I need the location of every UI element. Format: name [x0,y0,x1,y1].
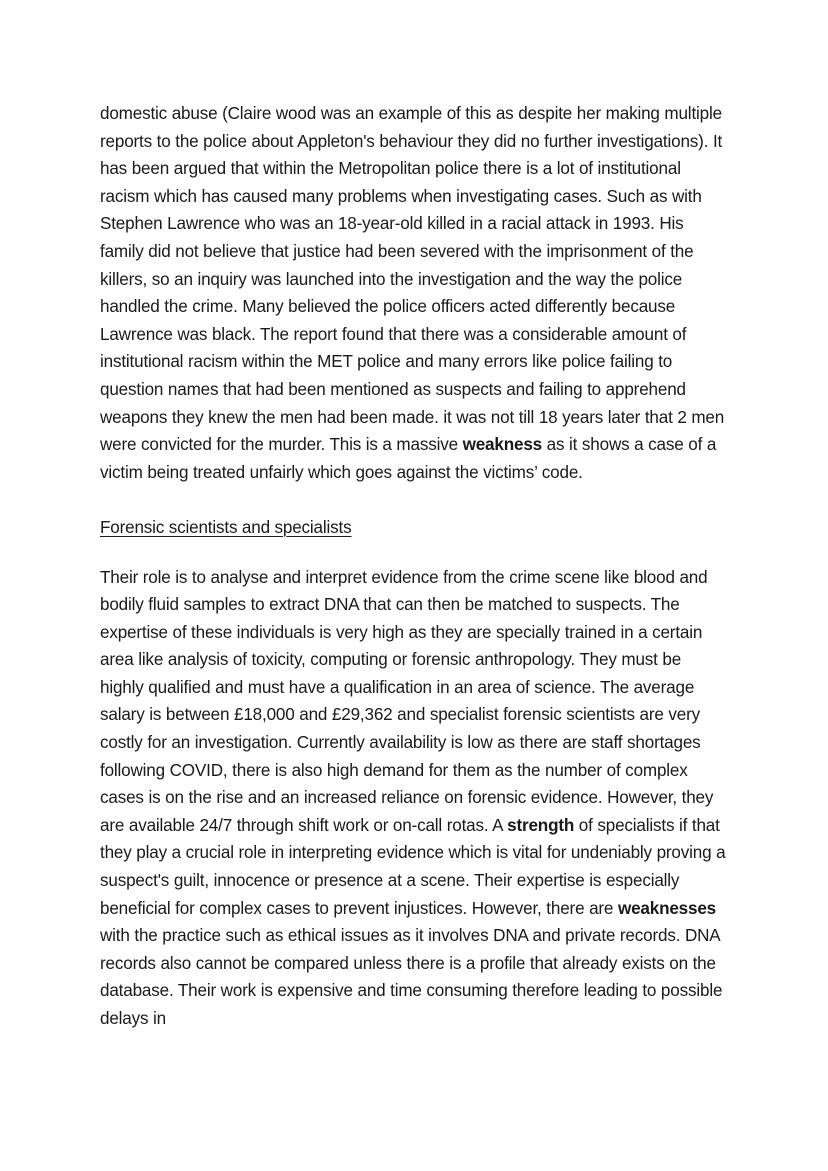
paragraph-2-text-part-1: Their role is to analyse and interpret evidence from the crime scene like blood and bodily fluid samples to extract DNA that can then be matched to suspects. The expertise of these individuals is very high as they are specially trained in a certain area like analysis of toxicity, computing or forensic anthropology. They must be highly qualified and must have a qualification in an area of science. The average salary is between £18,000 and £29,362 and specialist forensic scientists are very costly for an investigation. Currently availability is low as there are staff shortages following COVID, there is also high demand for them as the number of complex cases is on the rise and an increased reliance on forensic evidence. However, they are available 24/7 through shift work or on-call rotas. A [100,567,714,835]
section-heading-text: Forensic scientists and specialists [100,517,352,537]
paragraph-2-bold-weaknesses: weaknesses [617,898,717,918]
paragraph-1-bold-weakness: weakness [462,435,543,455]
body-paragraph-2 [100,564,728,1033]
body-paragraph-1 [100,100,728,486]
section-heading-forensic-scientists [100,514,728,542]
paragraph-spacer-1 [100,486,728,514]
paragraph-2-text-part-2: of specialists if that they play a crucial role in interpreting evidence which is vital for undeniably proving a suspect's guilt, innocence or presence at a scene. Their expertise is especially beneficial for complex cases to prevent injustices. However, there are [100,815,726,918]
paragraph-1-text-part-1: domestic abuse (Claire wood was an example of this as despite her making multiple reports to the police about Appleton's behaviour they did no further investigations). It has been argued that within the Metropolitan police there is a lot of institutional racism which has caused many problems when investigating cases. Such as with Stephen Lawrence who was an 18-year-old killed in a racial attack in 1993. His family did not believe that justice had been severed with the imprisonment of the killers, so an inquiry was launched into the investigation and the way the police handled the crime. Many believed the police officers acted differently because Lawrence was black. The report found that there was a considerable amount of institutional racism within the MET police and many errors like police failing to question names that had been mentioned as suspects and failing to apprehend weapons they knew the men had been made. it was not till 18 years later that 2 men were convicted for the murder. This is a massive [100,104,725,455]
paragraph-2-bold-strength: strength [507,815,575,835]
paragraph-2-text-part-3: with the practice such as ethical issues as it involves DNA and private records. DNA records also cannot be compared unless there is a profile that already exists on the database. Their work is expensive and time consuming therefore leading to possible delays in [100,926,723,1028]
paragraph-1-text-part-2: as it shows a case of a victim being treated unfairly which goes against the victims’ code. [100,435,717,482]
heading-spacer-1 [100,542,728,564]
document-text-column [100,100,728,1033]
